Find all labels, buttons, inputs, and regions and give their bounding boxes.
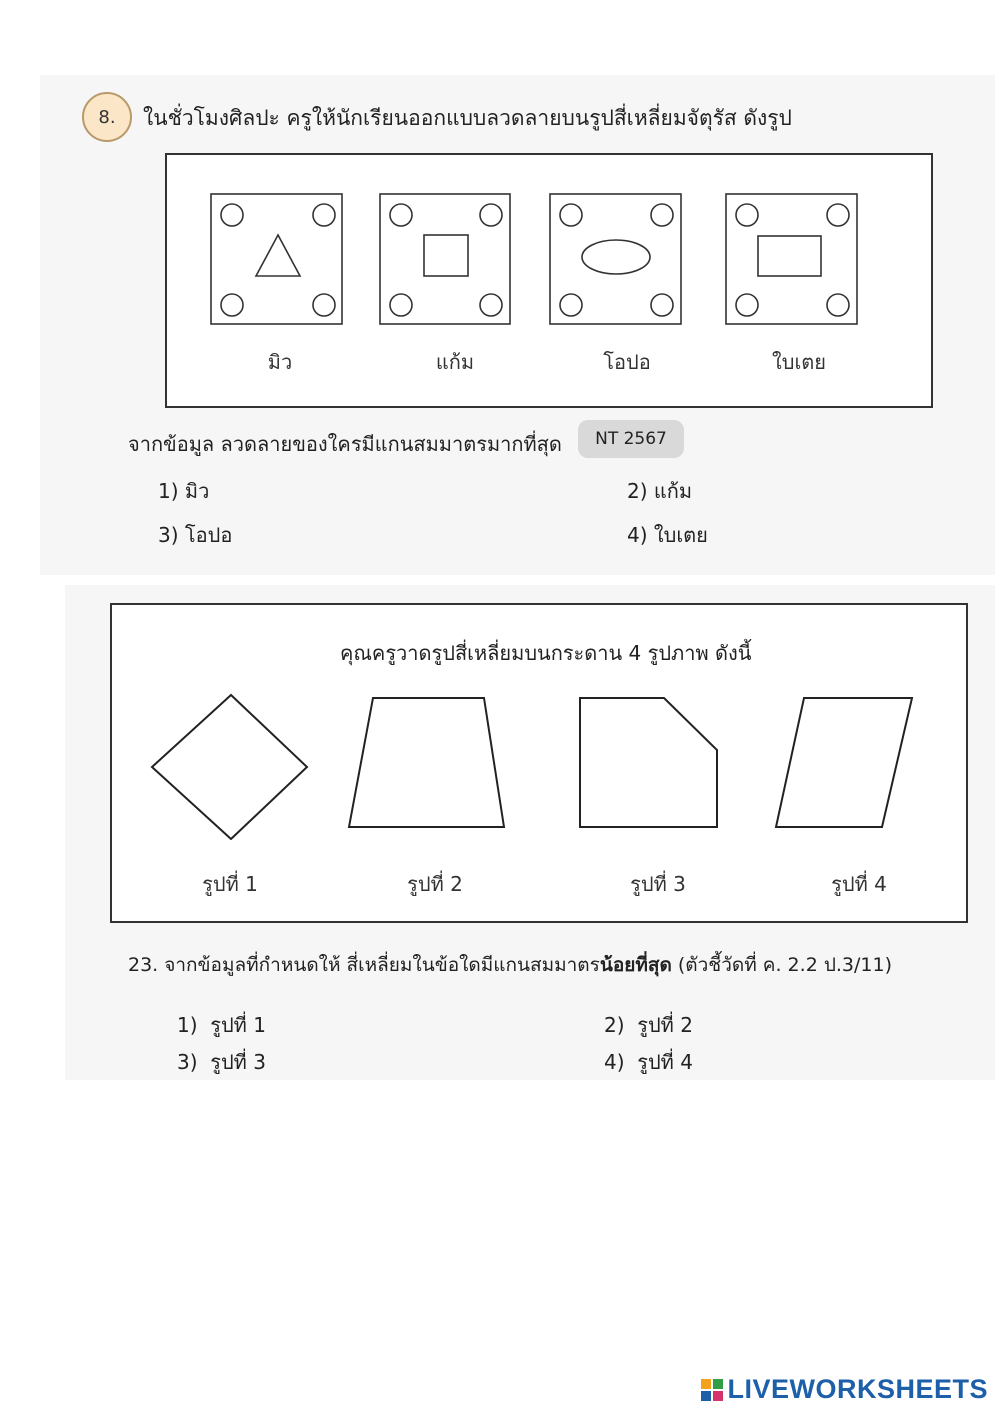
- q8-option-1[interactable]: 1) มิว: [158, 479, 210, 503]
- pattern-label-mew: มิว: [267, 350, 293, 374]
- liveworksheets-logo-text: LIVEWORKSHEETS: [727, 1374, 988, 1404]
- pattern-label-baitoey: ใบเตย: [771, 350, 826, 374]
- pattern-label-opor: โอปอ: [603, 350, 651, 374]
- q8-option-2[interactable]: 2) แก้ม: [627, 479, 693, 503]
- quadrilateral-figures: [0, 680, 1000, 840]
- quadrilateral-1-rhombus: [152, 695, 307, 839]
- quadrilateral-label-3: รูปที่ 3: [630, 872, 686, 896]
- source-badge-label: NT 2567: [595, 429, 667, 449]
- question-number: 8.: [98, 106, 116, 128]
- question-23-suffix: (ตัวชี้วัดที่ ค. 2.2 ป.3/11): [671, 954, 892, 976]
- question-23-prefix: 23. จากข้อมูลที่กำหนดให้ สี่เหลี่ยมในข้อใดมีแกนสมมาตร: [128, 954, 600, 976]
- question-8-prompt: จากข้อมูล ลวดลายของใครมีแกนสมมาตรมากที่สุด: [128, 432, 562, 456]
- pattern-square-mew: [211, 194, 342, 324]
- pattern-square-gam: [380, 194, 510, 324]
- question-23-emphasis: น้อยที่สุด: [599, 954, 672, 976]
- rectangle-shape: [758, 236, 821, 276]
- q23-option-3[interactable]: 3) รูปที่ 3: [177, 1050, 266, 1074]
- quadrilateral-4-parallelogram: [776, 698, 912, 827]
- liveworksheets-logo-icon: [701, 1379, 723, 1401]
- pattern-square-opor: [550, 194, 681, 324]
- liveworksheets-logo[interactable]: [701, 1374, 988, 1405]
- question-23-prompt: [128, 950, 892, 980]
- q8-option-4[interactable]: 4) ใบเตย: [627, 523, 708, 547]
- pattern-label-gam: แก้ม: [435, 350, 475, 374]
- quadrilateral-3-cut-corner: [580, 698, 717, 827]
- quadrilateral-2-trapezoid: [349, 698, 504, 827]
- q8-option-3[interactable]: 3) โอปอ: [158, 523, 233, 547]
- quadrilateral-box-title: คุณครูวาดรูปสี่เหลี่ยมบนกระดาน 4 รูปภาพ ดังนี้: [340, 641, 752, 665]
- q23-option-4[interactable]: 4) รูปที่ 4: [604, 1050, 693, 1074]
- source-badge: [578, 420, 684, 458]
- square-shape: [424, 235, 468, 276]
- question-8-text: ในชั่วโมงศิลปะ ครูให้นักเรียนออกแบบลวดลายบนรูปสี่เหลี่ยมจัตุรัส ดังรูป: [143, 106, 792, 130]
- quadrilateral-label-1: รูปที่ 1: [202, 872, 258, 896]
- q23-option-1[interactable]: 1) รูปที่ 1: [177, 1013, 266, 1037]
- pattern-square-baitoey: [726, 194, 857, 324]
- quadrilateral-label-4: รูปที่ 4: [831, 872, 887, 896]
- quadrilateral-label-2: รูปที่ 2: [407, 872, 463, 896]
- q23-option-2[interactable]: 2) รูปที่ 2: [604, 1013, 693, 1037]
- ellipse-shape: [582, 240, 650, 274]
